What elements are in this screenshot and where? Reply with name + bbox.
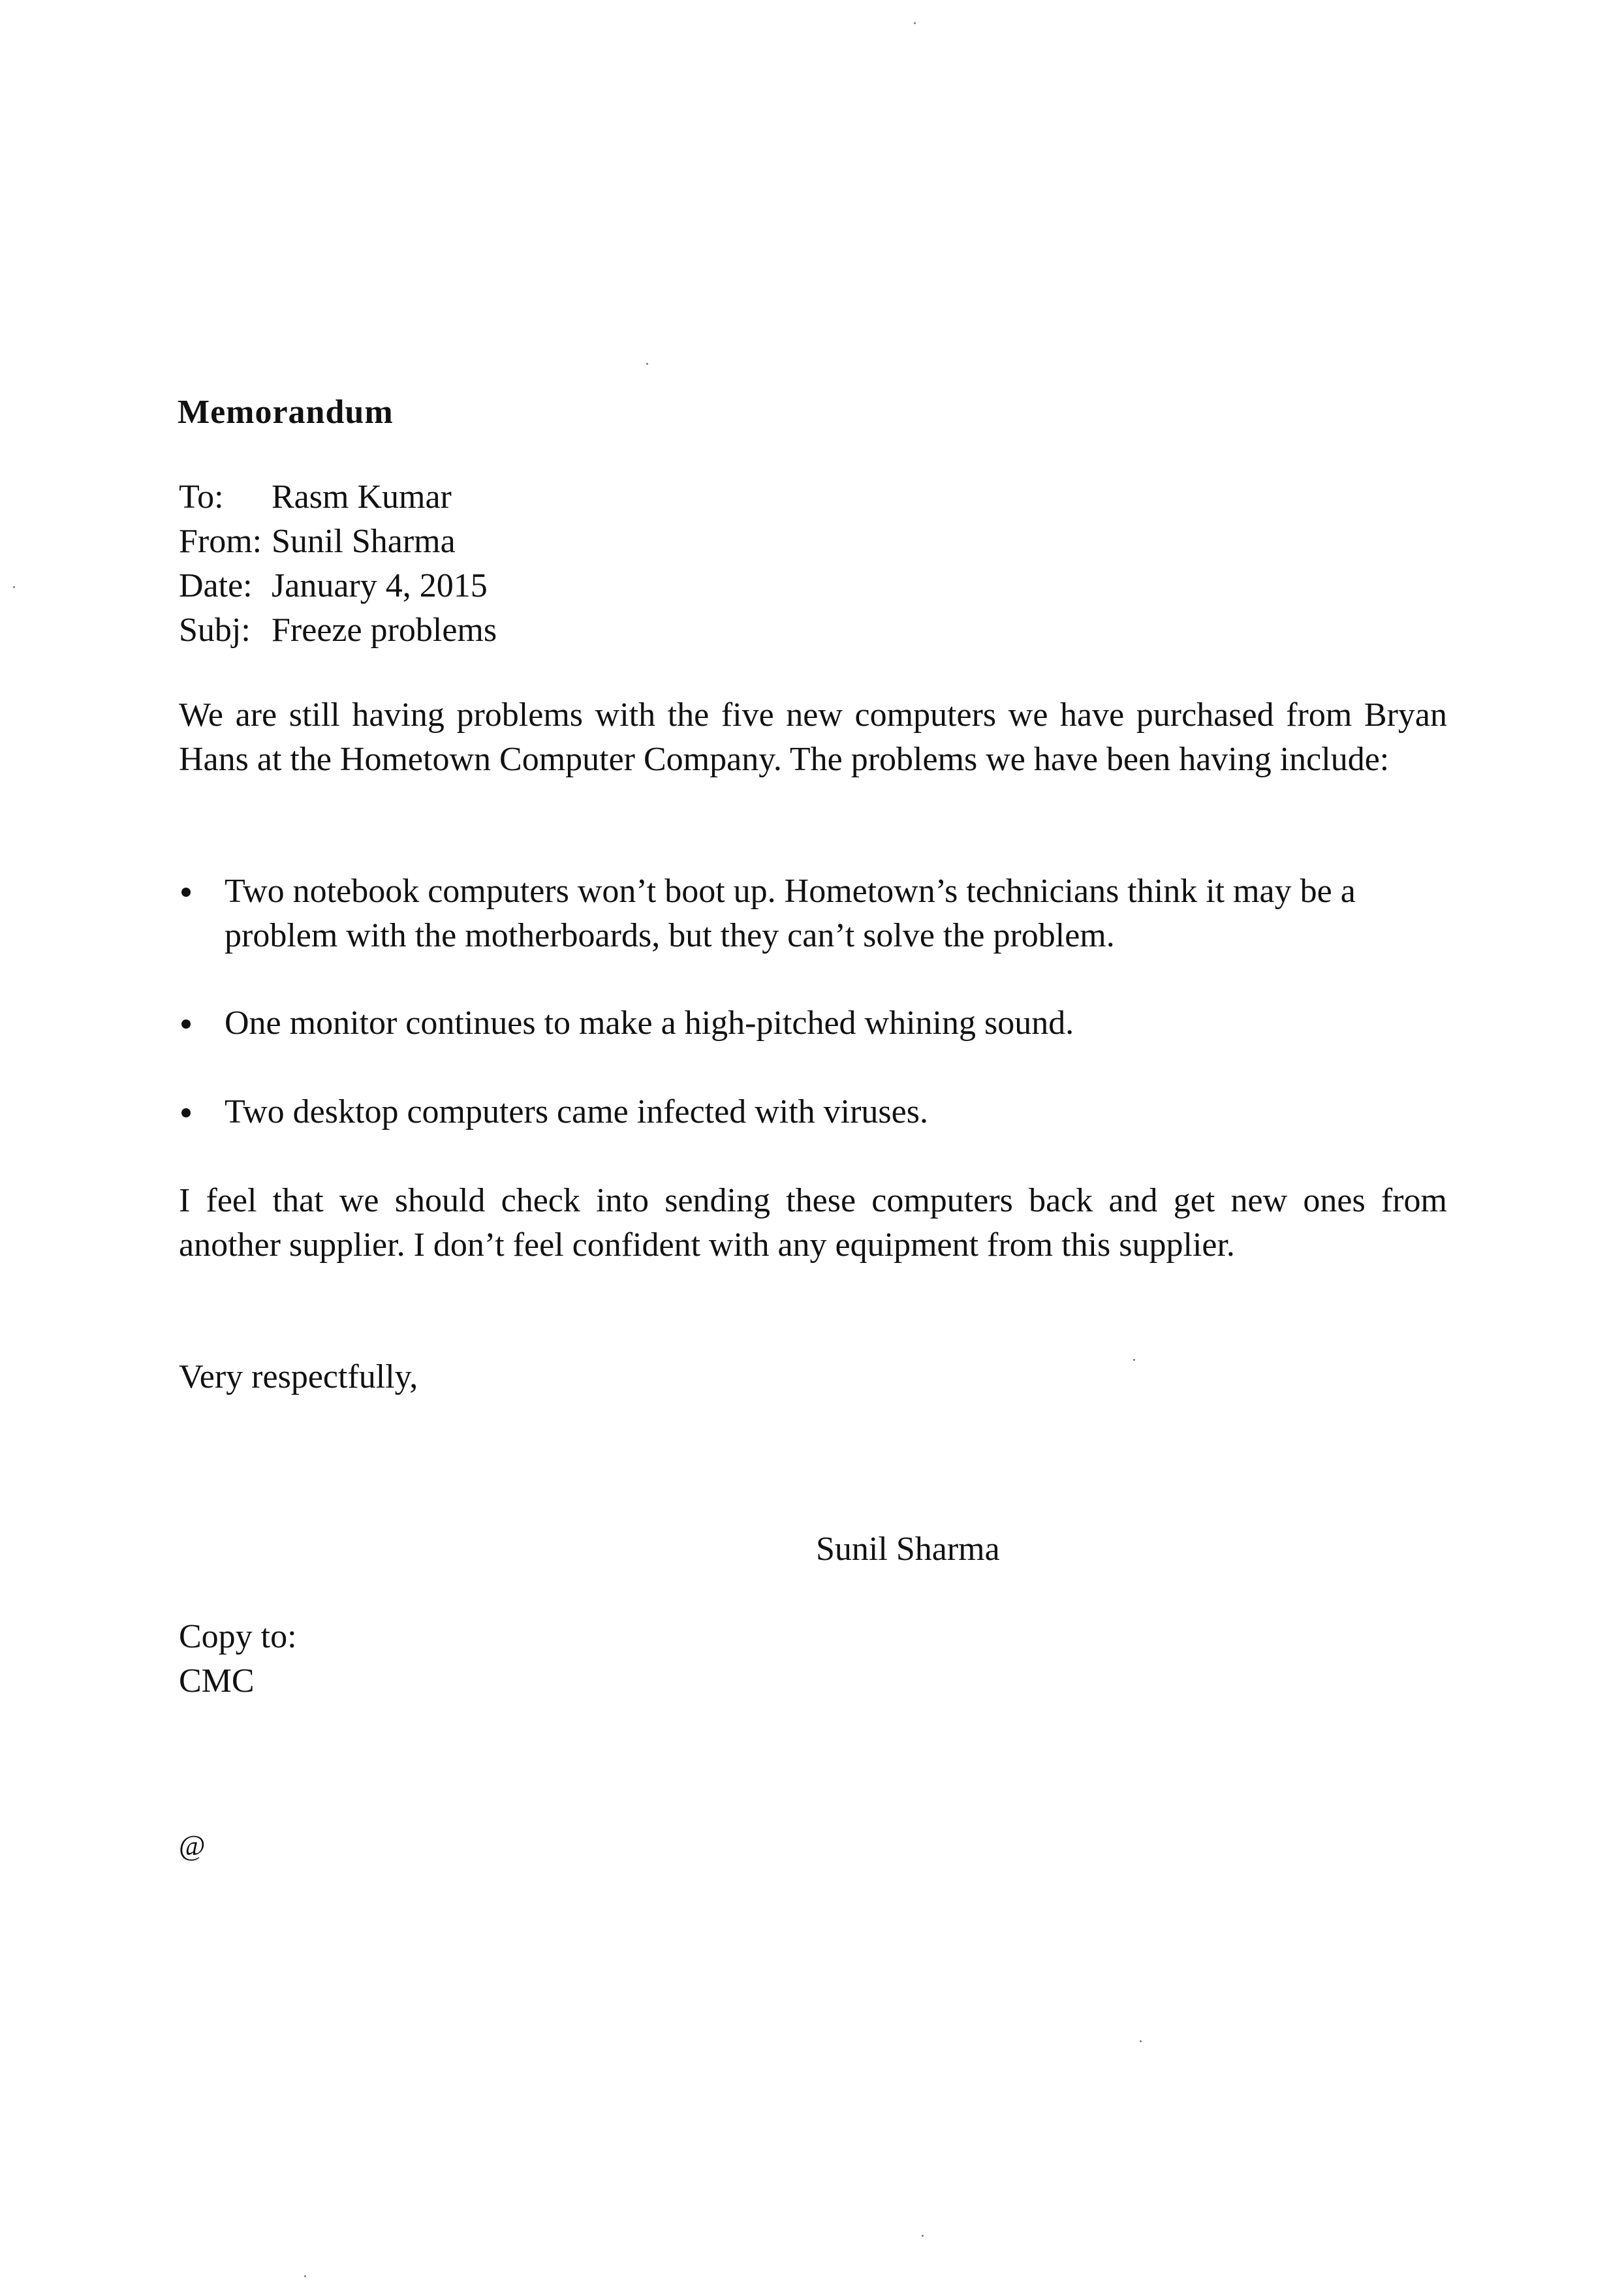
list-item-text: Two desktop computers came infected with viruses. xyxy=(225,1093,928,1130)
header-row-date xyxy=(179,564,497,608)
header-label-to: To: xyxy=(179,478,224,516)
scan-speck xyxy=(304,2275,306,2277)
header-label-date: Date: xyxy=(179,567,253,604)
list-item xyxy=(179,1090,1447,1134)
list-item-text: One monitor continues to make a high-pitched whining sound. xyxy=(225,1004,1074,1042)
memo-title: Memorandum xyxy=(178,394,394,431)
copy-to-value: CMC xyxy=(179,1662,255,1700)
header-label-from: From: xyxy=(179,523,262,560)
scan-speck xyxy=(914,22,916,24)
memo-header xyxy=(179,475,497,653)
header-row-subject xyxy=(179,608,497,653)
header-label-subject: Subj: xyxy=(179,612,251,649)
header-row-to xyxy=(179,475,497,520)
list-item xyxy=(179,869,1447,958)
scan-speck xyxy=(13,586,15,588)
intro-paragraph: We are still having problems with the five new computers we have purchased from Bryan Hans at the Hometown Computer Company. The problems we have been having include: xyxy=(179,696,1447,778)
signer-name: Sunil Sharma xyxy=(816,1531,1000,1568)
header-value-date: January 4, 2015 xyxy=(272,567,488,604)
scan-speck xyxy=(922,2235,924,2237)
header-value-subject: Freeze problems xyxy=(272,612,497,649)
list-item xyxy=(179,1001,1447,1046)
footer-mark: @ xyxy=(179,1829,206,1861)
list-item-text: Two notebook computers won’t boot up. Hometown’s technicians think it may be a problem with the motherboards, but they can’t solve the problem. xyxy=(225,873,1356,954)
conclusion-paragraph: I feel that we should check into sending these computers back and get new ones from another supplier. I don’t feel confident with any equipment from this supplier. xyxy=(179,1182,1447,1264)
header-value-from: Sunil Sharma xyxy=(272,523,456,560)
copy-to-block xyxy=(179,1615,297,1704)
header-row-from xyxy=(179,520,497,564)
closing-line: Very respectfully, xyxy=(179,1358,418,1395)
copy-to-label: Copy to: xyxy=(179,1618,297,1655)
scan-speck xyxy=(646,363,648,365)
scan-speck xyxy=(1140,2040,1142,2042)
header-value-to: Rasm Kumar xyxy=(272,478,452,516)
scan-speck xyxy=(1133,1359,1135,1361)
